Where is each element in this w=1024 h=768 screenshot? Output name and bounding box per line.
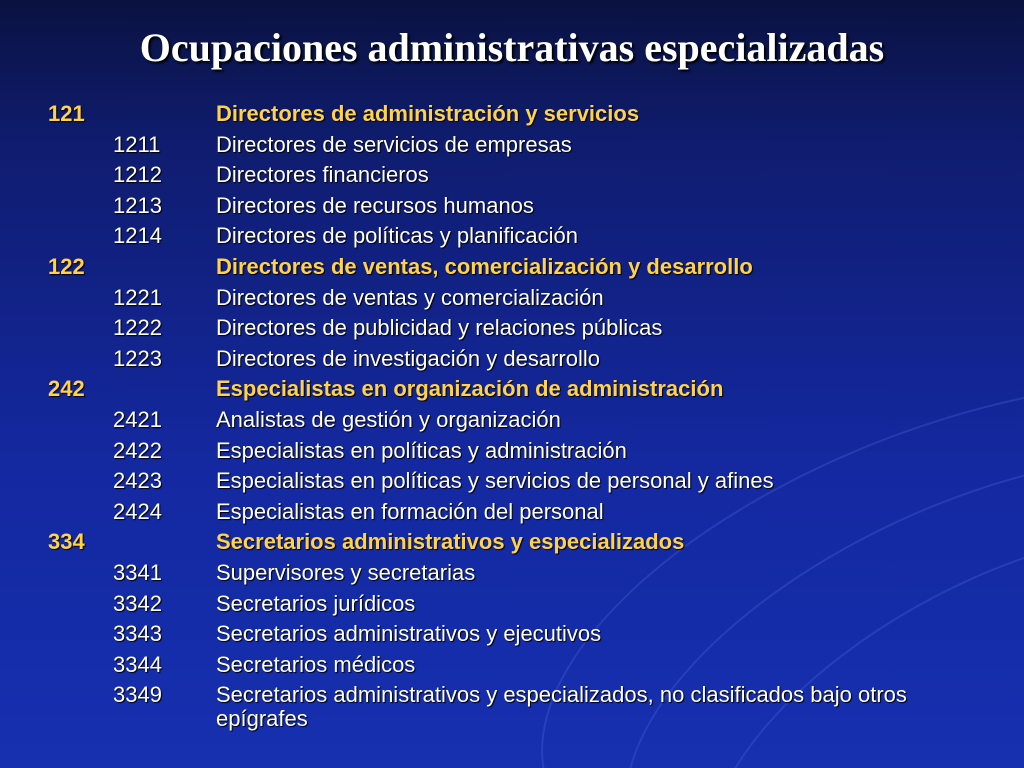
occupation-row (48, 408, 998, 432)
occupation-label: Especialistas en formación del personal (216, 498, 604, 524)
occupation-label: Supervisores y secretarias (216, 559, 476, 585)
occupation-row (48, 163, 998, 187)
occupation-code: 1214 (113, 223, 162, 249)
occupation-label: Directores de ventas y comercialización (216, 284, 604, 310)
group-code: 121 (48, 101, 85, 126)
occupation-code: 3349 (113, 682, 162, 708)
occupation-row (48, 469, 998, 493)
occupation-row (48, 194, 998, 218)
occupation-row (48, 286, 998, 310)
occupation-label: Directores financieros (216, 162, 429, 188)
occupation-code: 1221 (113, 284, 162, 310)
group-label: Directores de administración y servicios (216, 101, 640, 126)
group-label: Especialistas en organización de administración (216, 376, 724, 402)
occupation-code: 2422 (113, 437, 162, 463)
occupation-code: 3344 (113, 651, 162, 677)
occupation-label: Directores de políticas y planificación (216, 223, 578, 249)
occupation-label: Directores de servicios de empresas (216, 131, 572, 157)
occupation-code: 3343 (113, 621, 162, 647)
group-row (48, 255, 998, 279)
occupation-row (48, 500, 998, 524)
group-label: Secretarios administrativos y especializados (216, 529, 685, 555)
occupation-code: 2423 (113, 468, 162, 494)
occupation-code: 1222 (113, 315, 162, 341)
group-row (48, 102, 998, 126)
occupation-code: 2424 (113, 498, 162, 524)
occupation-label: Especialistas en políticas y administración (216, 437, 627, 463)
occupation-row (48, 561, 998, 585)
occupation-code: 1213 (113, 192, 162, 218)
occupation-label: Directores de investigación y desarrollo (216, 345, 600, 371)
occupation-label: Secretarios médicos (216, 651, 416, 677)
group-code: 122 (48, 253, 85, 279)
occupation-row (48, 347, 998, 371)
occupation-code: 3342 (113, 590, 162, 616)
group-label: Directores de ventas, comercialización y desarrollo (216, 253, 753, 279)
group-code: 334 (48, 529, 85, 555)
slide-title: Ocupaciones administrativas especializadas (139, 25, 885, 70)
occupation-row (48, 653, 998, 677)
group-row (48, 377, 998, 401)
occupation-label: Analistas de gestión y organización (216, 406, 561, 432)
occupation-code: 3341 (113, 559, 162, 585)
occupation-row (48, 622, 998, 646)
group-row (48, 530, 998, 554)
occupation-label: Directores de publicidad y relaciones públicas (216, 315, 663, 341)
occupation-label: Secretarios jurídicos (216, 590, 416, 616)
occupation-label: Secretarios administrativos y especializados, no clasificados bajo otros epígrafes (216, 682, 907, 732)
occupation-label: Especialistas en políticas y servicios de personal y afines (216, 468, 774, 494)
occupation-row (48, 439, 998, 463)
occupation-row (48, 224, 998, 248)
occupation-row (48, 133, 998, 157)
occupation-row (48, 683, 998, 731)
occupation-code: 1223 (113, 345, 162, 371)
occupation-row (48, 316, 998, 340)
occupation-label: Directores de recursos humanos (216, 192, 534, 218)
group-code: 242 (48, 376, 85, 402)
occupation-code: 1212 (113, 162, 162, 188)
occupation-code: 1211 (113, 131, 161, 157)
occupation-list (48, 102, 998, 738)
occupation-code: 2421 (113, 406, 162, 432)
occupation-label: Secretarios administrativos y ejecutivos (216, 621, 602, 647)
occupation-row (48, 592, 998, 616)
